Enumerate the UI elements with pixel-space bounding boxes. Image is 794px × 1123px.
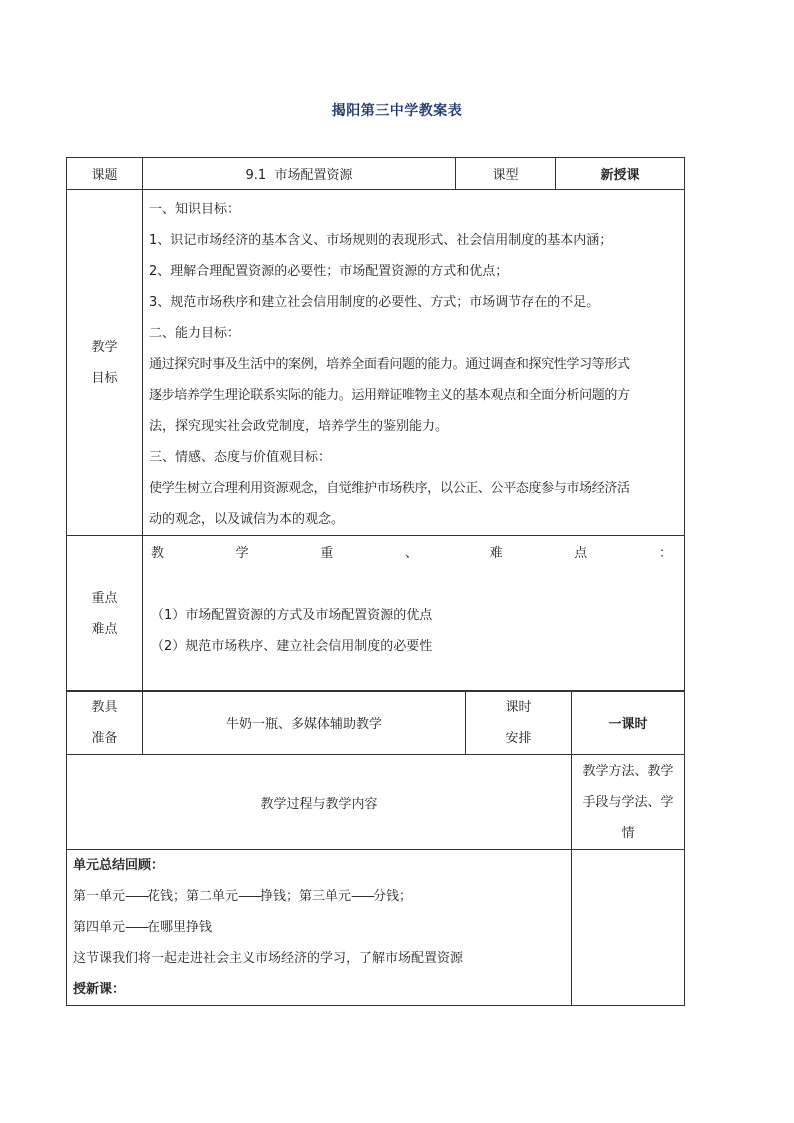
keypoints-label-line1: 重点 bbox=[91, 590, 118, 606]
objectives-label bbox=[67, 190, 143, 536]
dash-text: —— bbox=[125, 920, 148, 935]
hours-value: 一课时 bbox=[572, 691, 685, 755]
keypoints-heading-char: 难 bbox=[489, 546, 503, 561]
review-line-1 bbox=[67, 881, 571, 912]
process-content-row bbox=[67, 850, 685, 1006]
methods-header-line1: 教学方法、教学 bbox=[582, 763, 674, 779]
objective-line: 1、识记市场经济的基本含义、市场规则的表现形式、社会信用制度的基本内涵； bbox=[149, 233, 613, 248]
tools-value: 牛奶一瓶、多媒体辅助教学 bbox=[143, 691, 466, 755]
review-text: 花钱；第二单元 bbox=[147, 889, 239, 904]
objectives-label-line1: 教学 bbox=[91, 339, 118, 355]
lesson-plan-table-bottom bbox=[66, 690, 685, 1006]
objective-line: 三、情感、态度与价值观目标： bbox=[149, 450, 332, 465]
keypoints-heading-char: ： bbox=[658, 546, 672, 561]
intro-line: 这节课我们将一起走进社会主义市场经济的学习，了解市场配置资源 bbox=[73, 951, 464, 966]
tools-label-line2: 准备 bbox=[91, 730, 118, 746]
methods-header-line2: 手段与学法、学 bbox=[582, 794, 674, 810]
topic-value: 9.1 市场配置资源 bbox=[143, 158, 456, 190]
keypoints-heading bbox=[143, 538, 684, 569]
lesson-plan-table-top bbox=[66, 157, 685, 692]
keypoints-content bbox=[143, 536, 685, 692]
keypoints-label bbox=[67, 536, 143, 692]
objectives-content bbox=[143, 190, 685, 536]
review-text: 第四单元 bbox=[73, 920, 126, 935]
objective-line: 通过探究时事及生活中的案例，培养全面看问题的能力。通过调查和探究性学习等形式 bbox=[149, 357, 630, 372]
topic-label: 课题 bbox=[67, 158, 143, 190]
keypoints-heading-char: 、 bbox=[404, 546, 418, 561]
hours-label bbox=[466, 691, 572, 755]
review-text: 挣钱；第三单元 bbox=[260, 889, 352, 904]
process-header: 教学过程与教学内容 bbox=[67, 755, 572, 850]
keypoints-heading-char: 重 bbox=[320, 546, 334, 561]
tools-label bbox=[67, 691, 143, 755]
review-title: 单元总结回顾： bbox=[73, 858, 165, 873]
keypoints-heading-char: 点 bbox=[574, 546, 588, 561]
keypoints-heading-char: 教 bbox=[151, 546, 165, 561]
tools-label-line1: 教具 bbox=[91, 699, 118, 715]
hours-label-line1: 课时 bbox=[505, 699, 532, 715]
lesson-type-value: 新授课 bbox=[556, 158, 685, 190]
objective-line: 2、理解合理配置资源的必要性；市场配置资源的方式和优点； bbox=[149, 264, 509, 279]
objective-line: 一、知识目标： bbox=[149, 202, 241, 217]
review-text: 在哪里挣钱 bbox=[147, 920, 213, 935]
objective-line: 二、能力目标： bbox=[149, 326, 241, 341]
dash-text: —— bbox=[125, 889, 148, 904]
objectives-label-line2: 目标 bbox=[91, 370, 118, 386]
objective-line: 动的观念，以及诚信为本的观念。 bbox=[149, 512, 345, 527]
process-header-row bbox=[67, 755, 685, 850]
tools-row bbox=[67, 691, 685, 755]
keypoints-label-line2: 难点 bbox=[91, 621, 118, 637]
document-title: 揭阳第三中学教案表 bbox=[331, 103, 463, 119]
keypoint-item: （1）市场配置资源的方式及市场配置资源的优点 bbox=[151, 608, 433, 623]
objective-line: 法，探究现实社会政党制度，培养学生的鉴别能力。 bbox=[149, 419, 449, 434]
methods-header bbox=[572, 755, 685, 850]
keypoints-heading-char: 学 bbox=[235, 546, 249, 561]
keypoint-item: （2）规范市场秩序、建立社会信用制度的必要性 bbox=[151, 639, 433, 654]
review-text: 分钱； bbox=[373, 889, 413, 904]
methods-header-line3: 情 bbox=[621, 825, 635, 841]
keypoints-row bbox=[67, 536, 685, 692]
hours-label-line2: 安排 bbox=[505, 730, 532, 746]
process-content bbox=[67, 850, 572, 1006]
topic-row bbox=[67, 158, 685, 190]
review-line-2 bbox=[67, 912, 571, 943]
objective-line: 3、规范市场秩序和建立社会信用制度的必要性、方式；市场调节存在的不足。 bbox=[149, 295, 600, 310]
dash-text: —— bbox=[351, 889, 374, 904]
objective-line: 使学生树立合理利用资源观念，自觉维护市场秩序，以公正、公平态度参与市场经济活 bbox=[149, 481, 630, 496]
objectives-row bbox=[67, 190, 685, 536]
methods-content bbox=[572, 850, 685, 1006]
dash-text: —— bbox=[238, 889, 261, 904]
review-text: 第一单元 bbox=[73, 889, 126, 904]
objective-line: 逐步培养学生理论联系实际的能力。运用辩证唯物主义的基本观点和全面分析问题的方 bbox=[149, 388, 630, 403]
new-lesson-heading: 授新课： bbox=[73, 982, 126, 997]
lesson-type-label: 课型 bbox=[456, 158, 556, 190]
